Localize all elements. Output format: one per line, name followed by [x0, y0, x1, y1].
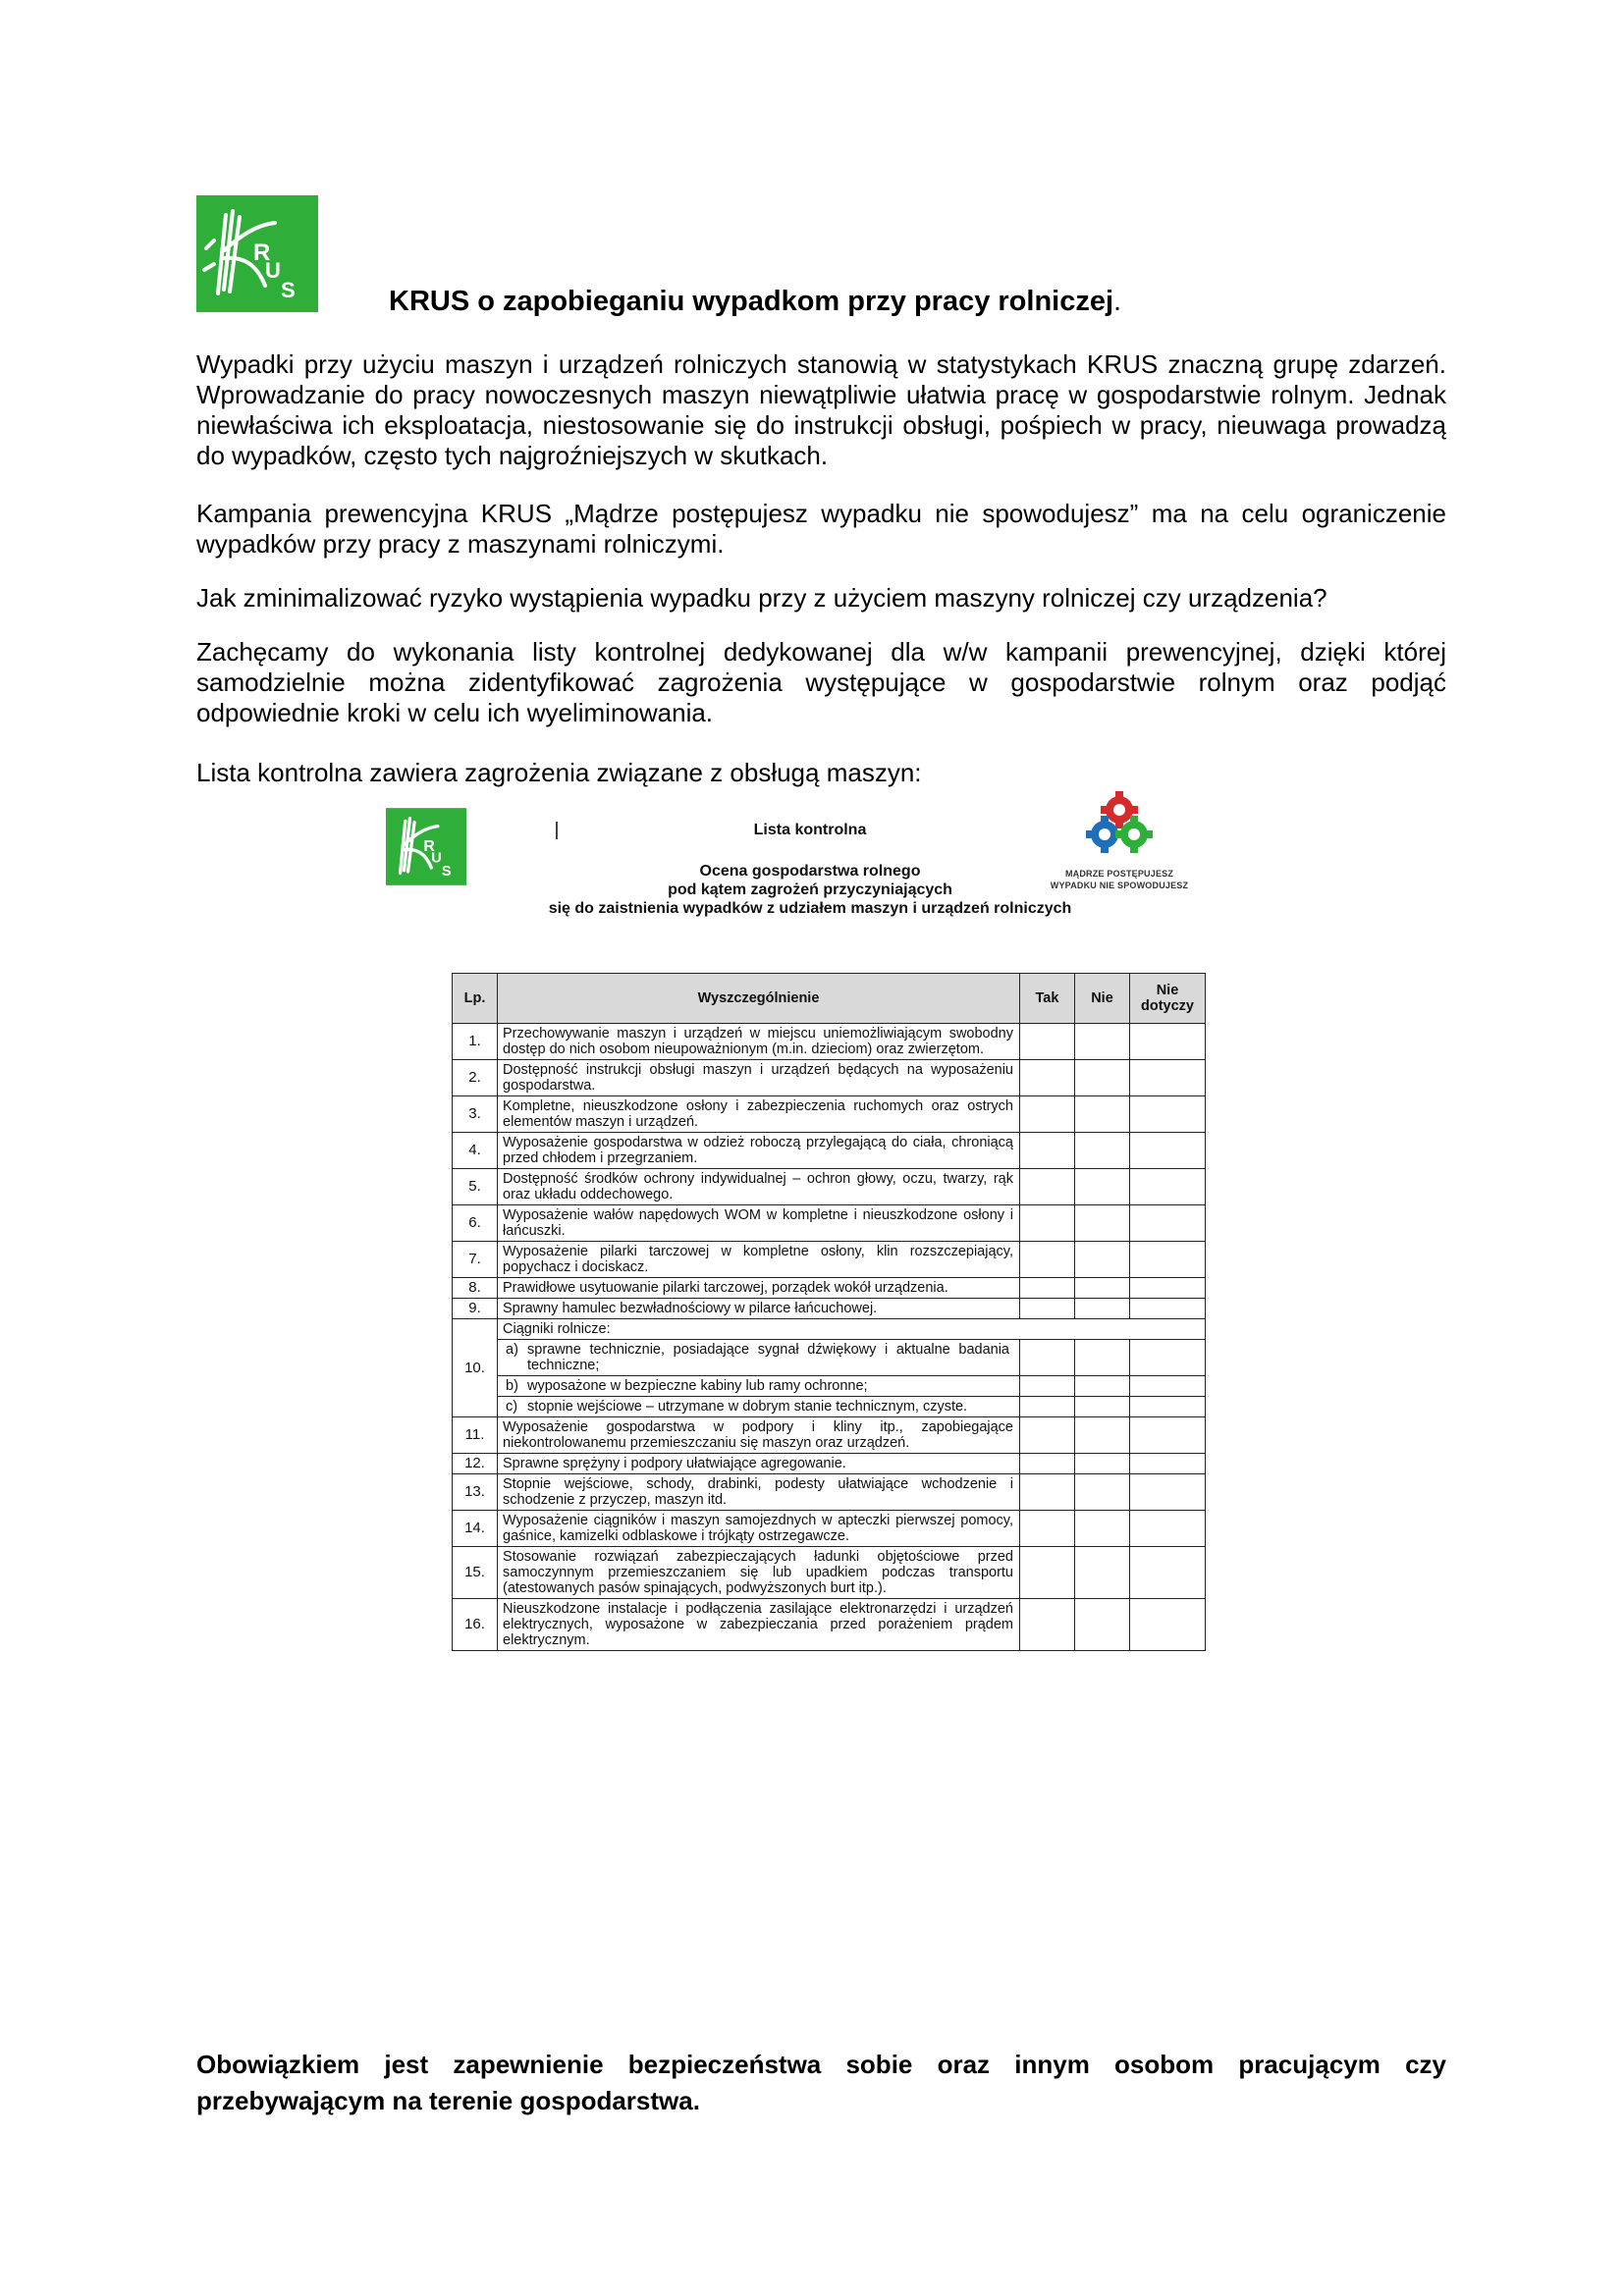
no-cell[interactable]	[1075, 1024, 1130, 1060]
campaign-badge-line-2: WYPADKU NIE SPOWODUJESZ	[1050, 881, 1189, 890]
page-title: KRUS o zapobieganiu wypadkom przy pracy rolniczej.	[389, 286, 1122, 317]
yes-cell[interactable]	[1020, 1474, 1075, 1511]
row-number: 2.	[453, 1060, 498, 1096]
paragraph-campaign: Kampania prewencyjna KRUS „Mądrze postępujesz wypadku nie spowodujesz” ma na celu ograniczenie wypadków przy pracy z maszynami rolniczymi.	[196, 499, 1446, 559]
yes-cell[interactable]	[1020, 1547, 1075, 1599]
header-yes: Tak	[1020, 974, 1075, 1024]
na-cell[interactable]	[1130, 1133, 1206, 1169]
checklist-subtitle-1: Ocena gospodarstwa rolnego	[699, 863, 921, 880]
yes-cell[interactable]	[1020, 1133, 1075, 1169]
table-row	[453, 1474, 1206, 1511]
row-description: Wyposażenie gospodarstwa w podpory i kliny itp., zapobiegające niekontrolowanemu przemieszczaniu się maszyn oraz urządzeń.	[498, 1417, 1020, 1454]
row-description: Stopnie wejściowe, schody, drabinki, podesty ułatwiające wchodzenie i schodzenie z przyczep, maszyn itd.	[498, 1474, 1020, 1511]
no-cell[interactable]	[1075, 1454, 1130, 1474]
no-cell[interactable]	[1075, 1417, 1130, 1454]
row-number: 13.	[453, 1474, 498, 1511]
na-cell[interactable]	[1130, 1547, 1206, 1599]
table-row	[453, 1319, 1206, 1340]
no-cell[interactable]	[1075, 1474, 1130, 1511]
table-row	[453, 1133, 1206, 1169]
yes-cell[interactable]	[1020, 1417, 1075, 1454]
svg-text:R: R	[423, 837, 435, 855]
row-number: 11.	[453, 1417, 498, 1454]
paragraph-encourage: Zachęcamy do wykonania listy kontrolnej dedykowanej dla w/w kampanii prewencyjnej, dzięki której samodzielnie można zidentyfikować zagrożenia występujące w gospodarstwie rolnym oraz podjąć odpowiednie kroki w celu ich wyeliminowania.	[196, 637, 1446, 727]
na-cell[interactable]	[1130, 1060, 1206, 1096]
na-cell[interactable]	[1130, 1205, 1206, 1242]
row-description: Wyposażenie pilarki tarczowej w kompletne osłony, klin rozszczepiający, popychacz i dociskacz.	[498, 1242, 1020, 1278]
na-cell[interactable]	[1130, 1340, 1206, 1376]
row-number: 16.	[453, 1599, 498, 1651]
svg-text:U: U	[265, 258, 281, 283]
no-cell[interactable]	[1075, 1133, 1130, 1169]
yes-cell[interactable]	[1020, 1278, 1075, 1299]
na-cell[interactable]	[1130, 1242, 1206, 1278]
no-cell[interactable]	[1075, 1547, 1130, 1599]
table-row	[453, 1599, 1206, 1651]
table-row	[453, 1511, 1206, 1547]
no-cell[interactable]	[1075, 1205, 1130, 1242]
yes-cell[interactable]	[1020, 1299, 1075, 1319]
no-cell[interactable]	[1075, 1397, 1130, 1417]
row-number: 9.	[453, 1299, 498, 1319]
yes-cell[interactable]	[1020, 1242, 1075, 1278]
yes-cell[interactable]	[1020, 1169, 1075, 1205]
header-na: Nie dotyczy	[1130, 974, 1206, 1024]
subitem-a: a) sprawne technicznie, posiadające sygnał dźwiękowy i aktualne badania techniczne;	[498, 1340, 1020, 1376]
table-row	[453, 1340, 1206, 1376]
table-row	[453, 1299, 1206, 1319]
yes-cell[interactable]	[1020, 1205, 1075, 1242]
table-header-row	[453, 974, 1206, 1024]
na-cell[interactable]	[1130, 1474, 1206, 1511]
no-cell[interactable]	[1075, 1096, 1130, 1133]
row-description: Przechowywanie maszyn i urządzeń w miejscu uniemożliwiającym swobodny dostęp do nich osobom nieupoważnionym (m.in. dzieciom) oraz zwierzętom.	[498, 1024, 1020, 1060]
row-number: 15.	[453, 1547, 498, 1599]
svg-text:U: U	[431, 850, 442, 867]
paragraph-list-intro: Lista kontrolna zawiera zagrożenia związane z obsługą maszyn:	[196, 758, 922, 787]
paragraph-intro: Wypadki przy użyciu maszyn i urządzeń rolniczych stanowią w statystykach KRUS znaczną grupę zdarzeń. Wprowadzanie do pracy nowoczesnych maszyn niewątpliwie ułatwia pracę w gospodarstwie rolnym. Jednak niewłaściwa ich eksploatacja, niestosowanie się do instrukcji obsługi, pośpiech w pracy, nieuwaga prowadzą do wypadków, często tych najgroźniejszych w skutkach.	[196, 349, 1446, 470]
no-cell[interactable]	[1075, 1376, 1130, 1397]
table-row	[453, 1060, 1206, 1096]
row-description: Prawidłowe usytuowanie pilarki tarczowej, porządek wokół urządzenia.	[498, 1278, 1020, 1299]
row-description: Dostępność instrukcji obsługi maszyn i urządzeń będących na wyposażeniu gospodarstwa.	[498, 1060, 1020, 1096]
no-cell[interactable]	[1075, 1340, 1130, 1376]
no-cell[interactable]	[1075, 1299, 1130, 1319]
na-cell[interactable]	[1130, 1599, 1206, 1651]
table-row	[453, 1547, 1206, 1599]
closing-statement: Obowiązkiem jest zapewnienie bezpieczeństwa sobie oraz innym osobom pracującym czy przebywającym na terenie gospodarstwa.	[196, 2050, 1446, 2115]
table-row	[453, 1417, 1206, 1454]
yes-cell[interactable]	[1020, 1060, 1075, 1096]
row-description: Wyposażenie gospodarstwa w odzież roboczą przylegającą do ciała, chroniącą przed chłodem i przegrzaniem.	[498, 1133, 1020, 1169]
yes-cell[interactable]	[1020, 1024, 1075, 1060]
na-cell[interactable]	[1130, 1096, 1206, 1133]
paragraph-question: Jak zminimalizować ryzyko wystąpienia wypadku przy z użyciem maszyny rolniczej czy urządzenia?	[196, 583, 1327, 613]
na-cell[interactable]	[1130, 1454, 1206, 1474]
checklist-subtitle-2: pod kątem zagrożeń przyczyniających	[668, 881, 952, 898]
header-no: Nie	[1075, 974, 1130, 1024]
yes-cell[interactable]	[1020, 1397, 1075, 1417]
yes-cell[interactable]	[1020, 1511, 1075, 1547]
svg-text:S: S	[281, 278, 296, 302]
checklist-heading: Lista kontrolna	[753, 822, 867, 838]
yes-cell[interactable]	[1020, 1340, 1075, 1376]
table-row	[453, 1376, 1206, 1397]
table-row	[453, 1242, 1206, 1278]
row-description: Kompletne, nieuszkodzone osłony i zabezpieczenia ruchomych oraz ostrych elementów maszyn i urządzeń.	[498, 1096, 1020, 1133]
header-desc: Wyszczególnienie	[498, 974, 1020, 1024]
table-row	[453, 1024, 1206, 1060]
header-lp: Lp.	[453, 974, 498, 1024]
checklist-image	[373, 790, 1276, 1949]
table-row	[453, 1454, 1206, 1474]
row-number: 10.	[453, 1319, 498, 1417]
table-row	[453, 1096, 1206, 1133]
row-number: 7.	[453, 1242, 498, 1278]
svg-text:R: R	[253, 240, 271, 266]
na-cell[interactable]	[1130, 1417, 1206, 1454]
row-number: 12.	[453, 1454, 498, 1474]
row-number: 5.	[453, 1169, 498, 1205]
row-number: 8.	[453, 1278, 498, 1299]
no-cell[interactable]	[1075, 1060, 1130, 1096]
campaign-badge-line-1: MĄDRZE POSTĘPUJESZ	[1064, 869, 1174, 879]
row-number: 1.	[453, 1024, 498, 1060]
no-cell[interactable]	[1075, 1242, 1130, 1278]
na-cell[interactable]	[1130, 1278, 1206, 1299]
row-number: 4.	[453, 1133, 498, 1169]
row-intro: Ciągniki rolnicze:	[498, 1319, 1206, 1340]
table-row	[453, 1397, 1206, 1417]
table-row	[453, 1278, 1206, 1299]
na-cell[interactable]	[1130, 1397, 1206, 1417]
row-description: Stosowanie rozwiązań zabezpieczających ładunki objętościowe przed samoczynnym przemieszczaniem się lub upadkiem podczas transportu (atestowanych pasów spinających, podwyższonych burt itp.).	[498, 1547, 1020, 1599]
subitem-b: b) wyposażone w bezpieczne kabiny lub ramy ochronne;	[498, 1376, 1020, 1397]
row-number: 6.	[453, 1205, 498, 1242]
yes-cell[interactable]	[1020, 1376, 1075, 1397]
row-description: Sprawny hamulec bezwładnościowy w pilarce łańcuchowej.	[498, 1299, 1020, 1319]
na-cell[interactable]	[1130, 1299, 1206, 1319]
na-cell[interactable]	[1130, 1169, 1206, 1205]
checklist-subtitle-3: się do zaistnienia wypadków z udziałem maszyn i urządzeń rolniczych	[548, 900, 1072, 917]
checklist-table	[452, 973, 1206, 1651]
table-row	[453, 1169, 1206, 1205]
na-cell[interactable]	[1130, 1511, 1206, 1547]
yes-cell[interactable]	[1020, 1096, 1075, 1133]
na-cell[interactable]	[1130, 1024, 1206, 1060]
no-cell[interactable]	[1075, 1511, 1130, 1547]
no-cell[interactable]	[1075, 1169, 1130, 1205]
row-description: Nieuszkodzone instalacje i podłączenia zasilające elektronarzędzi i urządzeń elektrycznych, wyposażone w zabezpieczania przed porażeniem prądem elektrycznym.	[498, 1599, 1020, 1651]
subitem-c: c) stopnie wejściowe – utrzymane w dobrym stanie technicznym, czyste.	[498, 1397, 1020, 1417]
no-cell[interactable]	[1075, 1599, 1130, 1651]
yes-cell[interactable]	[1020, 1454, 1075, 1474]
row-description: Wyposażenie ciągników i maszyn samojezdnych w apteczki pierwszej pomocy, gaśnice, kamizelki odblaskowe i trójkąty ostrzegawcze.	[498, 1511, 1020, 1547]
yes-cell[interactable]	[1020, 1599, 1075, 1651]
table-row	[453, 1205, 1206, 1242]
row-description: Wyposażenie wałów napędowych WOM w kompletne i nieuszkodzone osłony i łańcuszki.	[498, 1205, 1020, 1242]
krus-logo	[196, 195, 318, 312]
no-cell[interactable]	[1075, 1278, 1130, 1299]
row-number: 3.	[453, 1096, 498, 1133]
row-description: Sprawne sprężyny i podpory ułatwiające agregowanie.	[498, 1454, 1020, 1474]
row-description: Dostępność środków ochrony indywidualnej – ochron głowy, oczu, twarzy, rąk oraz układu oddechowego.	[498, 1169, 1020, 1205]
row-number: 14.	[453, 1511, 498, 1547]
na-cell[interactable]	[1130, 1376, 1206, 1397]
svg-text:S: S	[441, 863, 452, 880]
